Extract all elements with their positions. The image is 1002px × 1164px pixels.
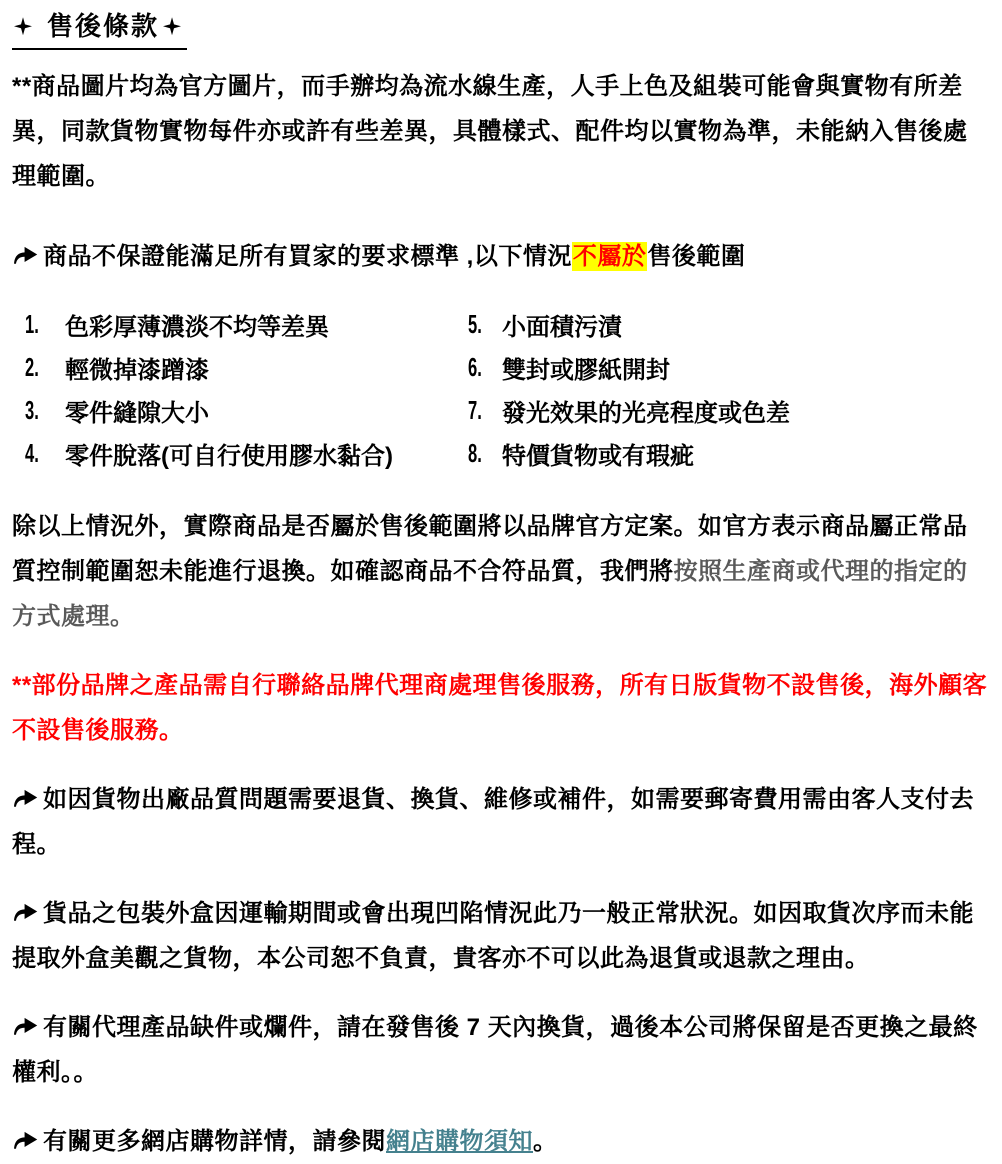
intro-paragraph: **商品圖片均為官方圖片，而手辦均為流水線生產，人手上色及組裝可能會與實物有所差異，同款貨物實物每件亦或許有些差異，具體樣式、配件均以實物為準，未能納入售後處理範圍。 [12, 72, 968, 190]
exclusion-list [12, 303, 988, 475]
exclusion-list-right-column [456, 303, 988, 475]
exclusion-item-number: 3. [25, 394, 39, 425]
notice-pre-text: 商品不保證能滿足所有買家的要求標準 ,以下情況 [43, 242, 572, 270]
red-note-paragraph: **部份品牌之產品需自行聯絡品牌代理商處理售後服務，所有日版貨物不設售後，海外顧客不設售後服務。 [12, 671, 988, 744]
exclusion-item-number: 1. [25, 308, 39, 339]
exclusion-item [12, 303, 456, 346]
exclusion-item [12, 346, 456, 389]
notice-line [12, 234, 988, 279]
curved-arrow-icon [12, 244, 39, 266]
four-pointed-star-icon [163, 17, 181, 35]
exclusion-item-text: 零件脫落(可自行使用膠水黏合) [65, 442, 393, 470]
exclusion-item-text: 零件縫隙大小 [65, 399, 209, 427]
curved-arrow-icon [12, 1015, 39, 1037]
exclusion-item-number: 5. [468, 308, 482, 339]
policy-grey-text: 按照生產商或代理的指定的方式處理。 [12, 557, 968, 630]
exclusion-item-text: 發光效果的光亮程度或色差 [502, 399, 790, 427]
exclusion-item-number: 7. [468, 394, 482, 425]
shipping-text: 如因貨物出廠品質問題需要退貨、換貨、維修或補件，如需要郵寄費用需由客人支付去程。 [12, 785, 974, 858]
curved-arrow-icon [12, 901, 39, 923]
store-policy-link[interactable]: 網店購物須知 [386, 1127, 533, 1155]
curved-arrow-icon [12, 787, 39, 809]
exclusion-item-text: 雙封或膠紙開封 [502, 356, 670, 384]
exclusion-item-number: 8. [468, 437, 482, 468]
exclusion-item-text: 特價貨物或有瑕疵 [502, 442, 694, 470]
curved-arrow-icon [12, 1129, 39, 1151]
policy-black-text: 除以上情況外，實際商品是否屬於售後範圍將以品牌官方定案。如官方表示商品屬正常品質控制範圍恕未能進行退換。如確認商品不合符品質，我們將 [12, 512, 968, 585]
four-pointed-star-icon [14, 17, 32, 35]
highlighted-text: 不屬於 [572, 242, 647, 270]
page-title-underlined [12, 10, 187, 50]
notice-post-text: 售後範圍 [647, 242, 746, 270]
packaging-paragraph [12, 891, 988, 981]
exclusion-list-left-column [12, 303, 456, 475]
more-info-paragraph [12, 1119, 988, 1164]
exclusion-item-number: 4. [25, 437, 39, 468]
exclusion-item [12, 432, 456, 475]
exclusion-item-text: 小面積污漬 [502, 313, 622, 341]
replacement-paragraph [12, 1005, 988, 1095]
more-info-pre-text: 有關更多網店購物詳情，請參閱 [43, 1127, 386, 1155]
more-info-post-text: 。 [533, 1127, 558, 1155]
policy-paragraph [12, 504, 988, 639]
replacement-text: 有關代理產品缺件或爛件，請在發售後 7 天內換貨，過後本公司將保留是否更換之最終權利。。 [12, 1013, 978, 1086]
page-title [12, 10, 988, 50]
exclusion-item-text: 色彩厚薄濃淡不均等差異 [65, 313, 329, 341]
exclusion-item [12, 389, 456, 432]
shipping-paragraph [12, 777, 988, 867]
exclusion-item [456, 432, 988, 475]
packaging-text: 貨品之包裝外盒因運輸期間或會出現凹陷情況此乃一般正常狀況。如因取貨次序而未能提取外盒美觀之貨物，本公司恕不負責，貴客亦不可以此為退貨或退款之理由。 [12, 899, 974, 972]
exclusion-item [456, 346, 988, 389]
exclusion-item-number: 6. [468, 351, 482, 382]
exclusion-item [456, 389, 988, 432]
page-title-text: 售後條款 [47, 11, 160, 41]
exclusion-item [456, 303, 988, 346]
exclusion-item-text: 輕微掉漆蹭漆 [65, 356, 209, 384]
exclusion-item-number: 2. [25, 351, 39, 382]
